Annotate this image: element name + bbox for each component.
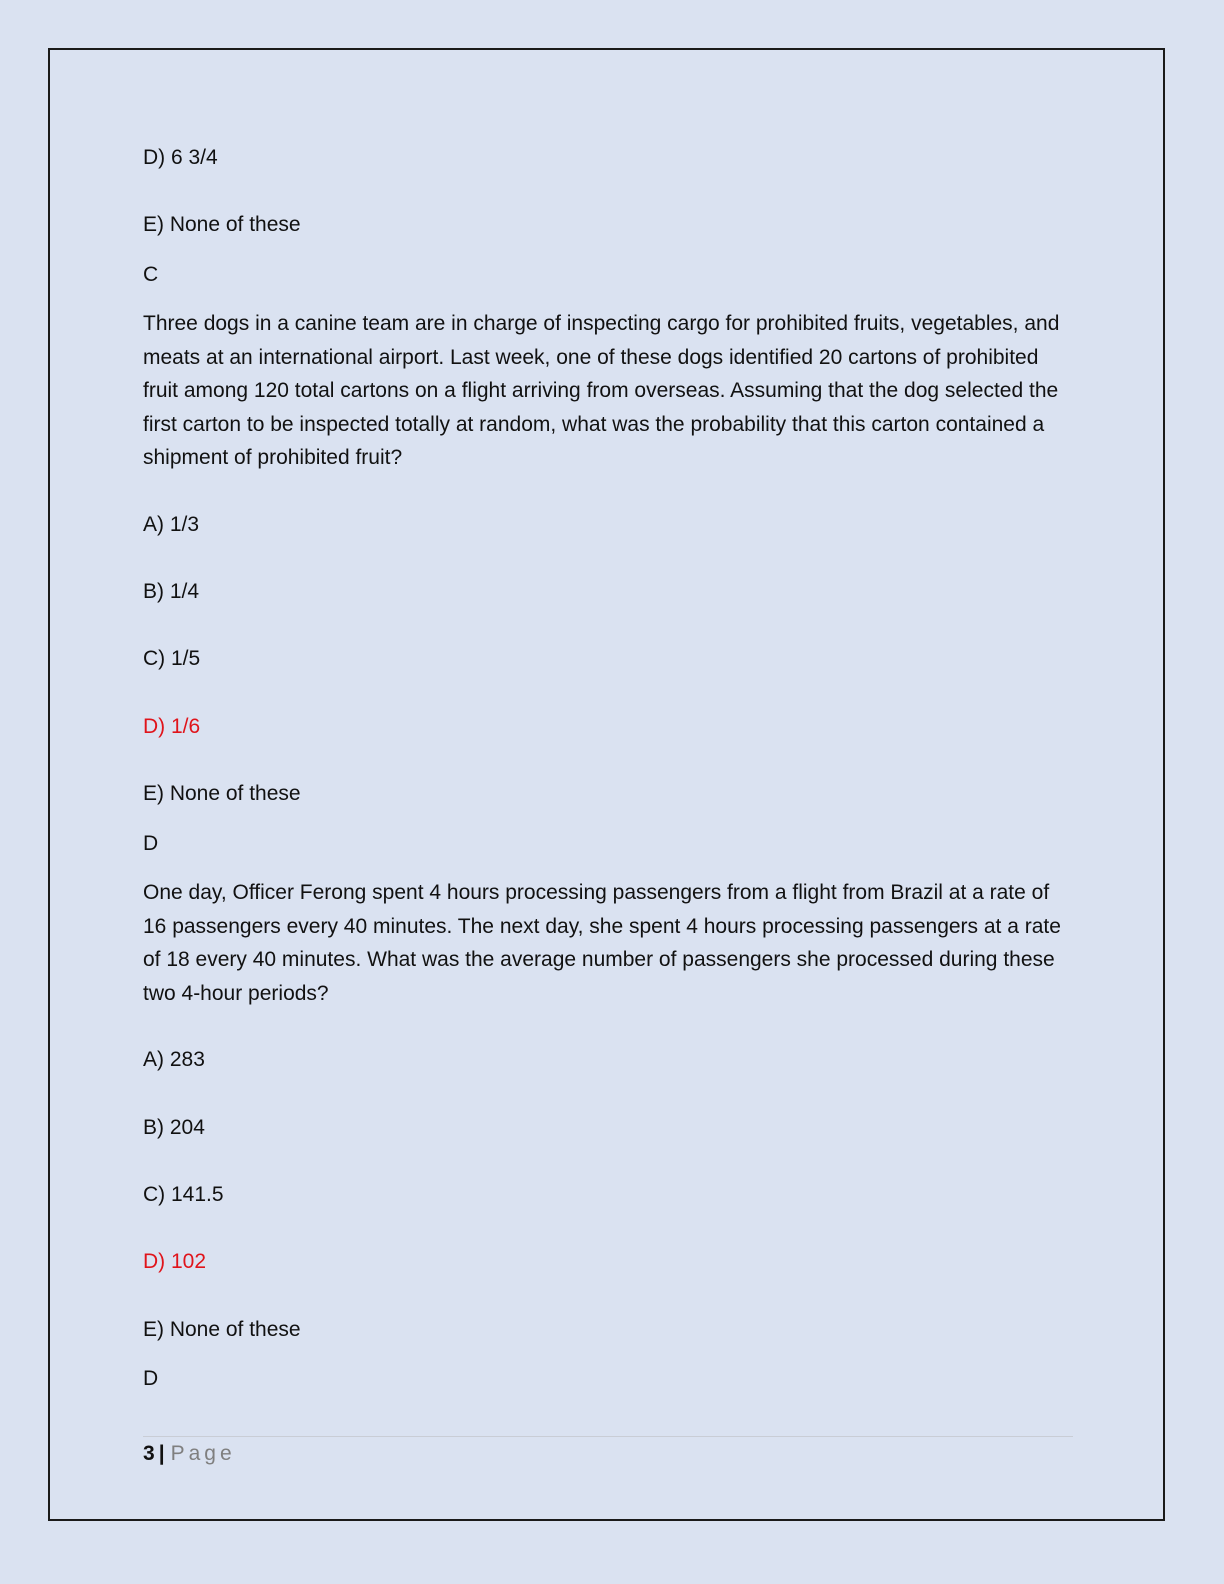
option-e: E) None of these bbox=[143, 782, 301, 805]
page-footer bbox=[143, 1440, 236, 1468]
option-b: B) 204 bbox=[143, 1116, 205, 1139]
answer-key: C bbox=[143, 263, 159, 286]
footer-separator: | bbox=[158, 1442, 165, 1465]
option-e: E) None of these bbox=[143, 1318, 301, 1341]
option-a: A) 1/3 bbox=[143, 513, 200, 536]
option-d-correct: D) 1/6 bbox=[143, 715, 201, 738]
option-a: A) 283 bbox=[143, 1048, 205, 1071]
option-d: D) 6 3/4 bbox=[143, 146, 218, 169]
question-text: Three dogs in a canine team are in charge of inspecting cargo for prohibited fruits, vegetables, and meats at an international airport. Last week, one of these dogs identified 20 cartons of prohibited fruit among 120 total cartons on a flight arriving from overseas. Assuming that the dog selected the first carton to be inspected totally at random, what was the probability that this carton contained a shipment of prohibited fruit? bbox=[143, 312, 1060, 470]
option-c: C) 141.5 bbox=[143, 1183, 224, 1206]
option-b: B) 1/4 bbox=[143, 580, 200, 603]
answer-key: D bbox=[143, 1367, 159, 1390]
page-label: Page bbox=[170, 1442, 236, 1465]
footer-divider bbox=[143, 1436, 1073, 1437]
option-d-correct: D) 102 bbox=[143, 1250, 207, 1273]
option-c: C) 1/5 bbox=[143, 647, 201, 670]
page-number: 3 bbox=[143, 1442, 155, 1465]
question-text: One day, Officer Ferong spent 4 hours processing passengers from a flight from Brazil at a rate of 16 passengers every 40 minutes. The next day, she spent 4 hours processing passengers at a rate of 18 every 40 minutes. What was the average number of passengers she processed during these two 4-hour periods? bbox=[143, 881, 1061, 1005]
option-e: E) None of these bbox=[143, 213, 301, 236]
answer-key: D bbox=[143, 832, 159, 855]
